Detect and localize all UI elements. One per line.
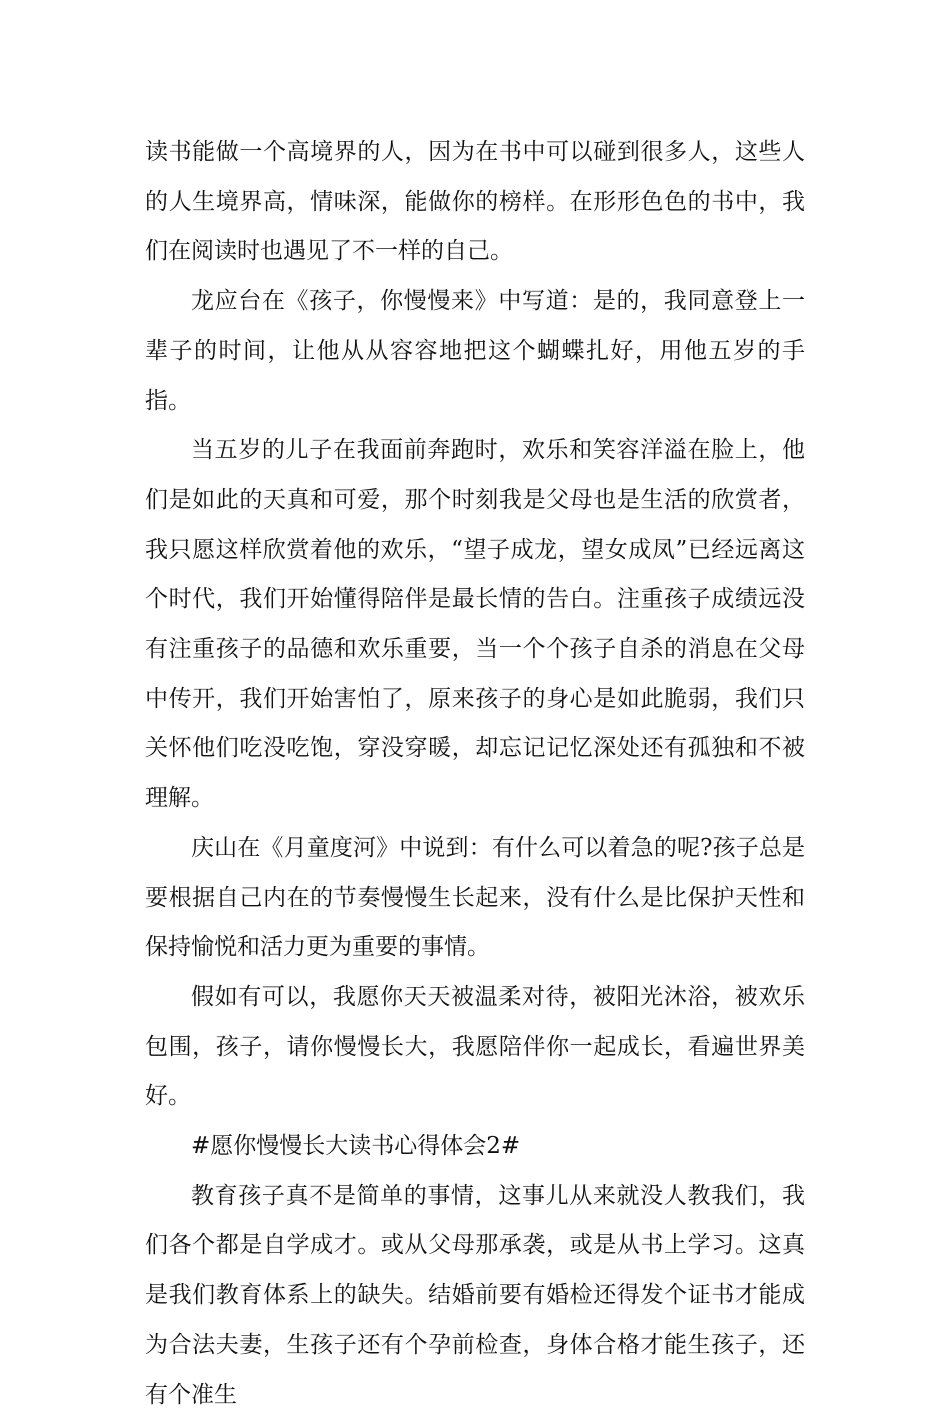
paragraph-five-year-old-son: 当五岁的儿子在我面前奔跑时，欢乐和笑容洋溢在脸上，他们是如此的天真和可爱，那个时刻我是父母也是生活的欣赏者，我只愿这样欣赏着他的欢乐，“望子成龙，望女成凤”已经远离这个时代，我们开始懂得陪伴是最长情的告白。注重孩子成绩远没有注重孩子的品德和欢乐重要，当一个个孩子自杀的消息在父母中传开，我们开始害怕了，原来孩子的身心是如此脆弱，我们只关怀他们吃没吃饱，穿没穿暖，却忘记记忆深处还有孤独和不被理解。 (145, 437, 805, 812)
paragraph-qingshan-quote: 庆山在《月童度河》中说到：有什么可以着急的呢?孩子总是要根据自己内在的节奏慢慢生长起来，没有什么是比保护天性和保持愉悦和活力更为重要的事情。 (145, 834, 805, 961)
section-heading-2: #愿你慢慢长大读书心得体会2# (191, 1133, 521, 1160)
paragraph-long-yingtai-quote: 龙应台在《孩子，你慢慢来》中写道：是的，我同意登上一辈子的时间，让他从从容容地把这个蝴蝶扎好，用他五岁的手指。 (145, 288, 805, 414)
paragraph-reading-intro: 读书能做一个高境界的人，因为在书中可以碰到很多人，这些人的人生境界高，情味深，能做你的榜样。在形形色色的书中，我们在阅读时也遇见了不一样的自己。 (145, 139, 805, 265)
paragraph-educating-children: 教育孩子真不是简单的事情，这事儿从来就没人教我们，我们各个都是自学成才。或从父母那承袭，或是从书上学习。这真是我们教育体系上的缺失。结婚前要有婚检还得发个证书才能成为合法夫妻，生孩子还有个孕前检查，身体合格才能生孩子，还有个准生 (145, 1182, 805, 1408)
document-body (145, 128, 805, 1420)
paragraph-wish: 假如有可以，我愿你天天被温柔对待，被阳光沐浴，被欢乐包围，孩子，请你慢慢长大，我愿陪伴你一起成长，看遍世界美好。 (145, 983, 805, 1110)
